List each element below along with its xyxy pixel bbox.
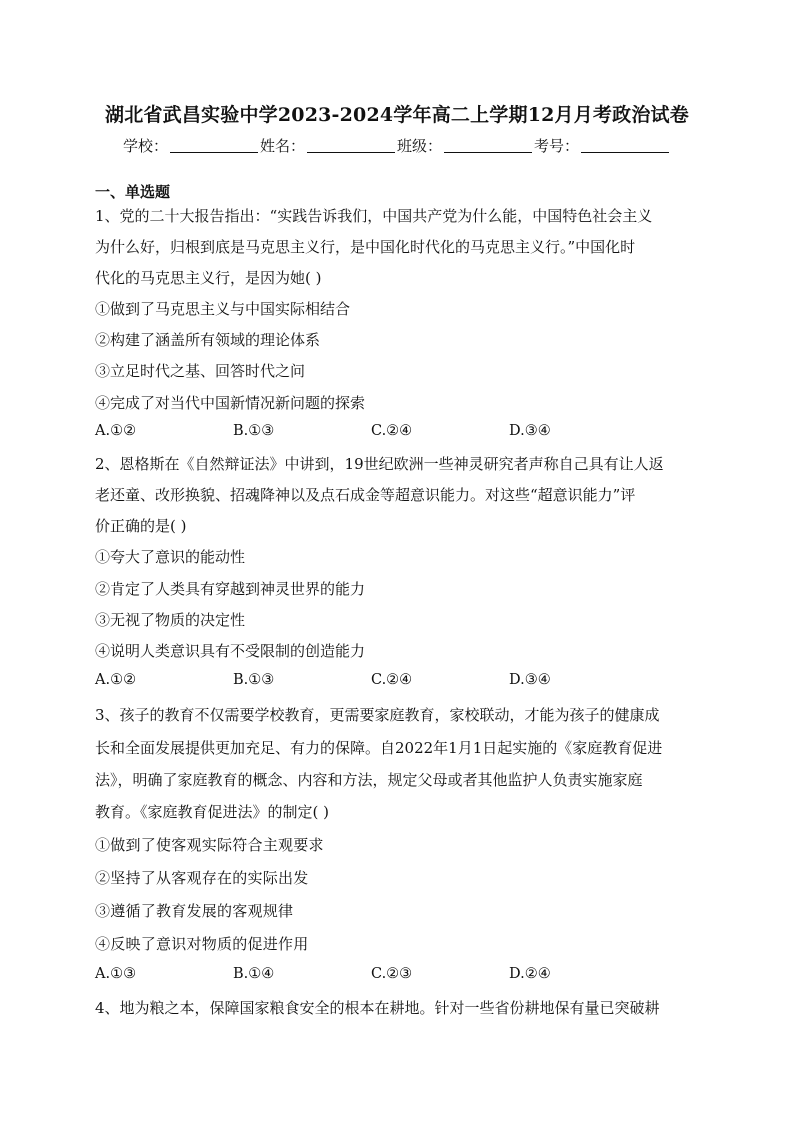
question-text-line: 长和全面发展提供更加充足、有力的保障。自2022年1月1日起实施的《家庭教育促进 xyxy=(95,739,663,757)
option-d[interactable]: D.③④ xyxy=(509,423,551,439)
statement: ②构建了涵盖所有领域的理论体系 xyxy=(95,331,321,349)
question-text-line: 3、孩子的教育不仅需要学校教育，更需要家庭教育，家校联动，才能为孩子的健康成 xyxy=(95,706,660,724)
statement: ③遵循了教育发展的客观规律 xyxy=(95,902,294,920)
option-a[interactable]: A.①③ xyxy=(95,966,137,982)
statement: ③立足时代之基、回答时代之问 xyxy=(95,362,306,380)
exam-title: 湖北省武昌实验中学2023-2024学年高二上学期12月月考政治试卷 xyxy=(105,104,689,126)
section-title: 一、单选题 xyxy=(95,183,171,201)
option-d[interactable]: D.③④ xyxy=(509,672,551,688)
school-label: 学校： xyxy=(122,137,168,155)
school-blank[interactable] xyxy=(170,138,258,153)
option-b[interactable]: B.①④ xyxy=(233,966,275,982)
option-a[interactable]: A.①② xyxy=(95,672,137,688)
class-blank[interactable] xyxy=(444,138,532,153)
question-text-line: 老还童、改形换貌、招魂降神以及点石成金等超意识能力。对这些“超意识能力”评 xyxy=(95,486,636,504)
option-b[interactable]: B.①③ xyxy=(233,423,275,439)
student-info-line xyxy=(0,135,794,156)
option-b[interactable]: B.①③ xyxy=(233,672,275,688)
option-d[interactable]: D.②④ xyxy=(509,966,551,982)
class-label: 班级： xyxy=(397,137,443,155)
statement: ②肯定了人类具有穿越到神灵世界的能力 xyxy=(95,580,366,598)
question-text-line: 代化的马克思主义行，是因为她( ) xyxy=(95,269,322,287)
option-c[interactable]: C.②④ xyxy=(371,423,413,439)
statement: ①夸大了意识的能动性 xyxy=(95,548,246,566)
name-blank[interactable] xyxy=(307,138,395,153)
option-c[interactable]: C.②③ xyxy=(371,966,413,982)
option-a[interactable]: A.①② xyxy=(95,423,137,439)
number-blank[interactable] xyxy=(581,138,669,153)
name-label: 姓名： xyxy=(259,137,305,155)
statement: ③无视了物质的决定性 xyxy=(95,611,246,629)
question-text-line: 教育。《家庭教育促进法》的制定( ) xyxy=(95,803,329,821)
statement: ①做到了马克思主义与中国实际相结合 xyxy=(95,300,351,318)
statement: ④完成了对当代中国新情况新问题的探索 xyxy=(95,394,366,412)
question-text-line: 价正确的是( ) xyxy=(95,517,187,535)
question-text-line: 法》，明确了家庭教育的概念、内容和方法，规定父母或者其他监护人负责实施家庭 xyxy=(95,771,643,789)
statement: ①做到了使客观实际符合主观要求 xyxy=(95,836,324,854)
number-label: 考号： xyxy=(534,137,580,155)
question-text-line: 1、党的二十大报告指出：“实践告诉我们，中国共产党为什么能，中国特色社会主义 xyxy=(95,207,653,225)
option-c[interactable]: C.②④ xyxy=(371,672,413,688)
question-text-line: 为什么好，归根到底是马克思主义行，是中国化时代化的马克思主义行。”中国化时 xyxy=(95,238,636,256)
question-text-line: 4、地为粮之本，保障国家粮食安全的根本在耕地。针对一些省份耕地保有量已突破耕 xyxy=(95,999,660,1017)
statement: ②坚持了从客观存在的实际出发 xyxy=(95,869,309,887)
question-text-line: 2、恩格斯在《自然辩证法》中讲到，19世纪欧洲一些神灵研究者声称自己具有让人返 xyxy=(95,455,664,473)
statement: ④说明人类意识具有不受限制的创造能力 xyxy=(95,642,366,660)
statement: ④反映了意识对物质的促进作用 xyxy=(95,935,309,953)
